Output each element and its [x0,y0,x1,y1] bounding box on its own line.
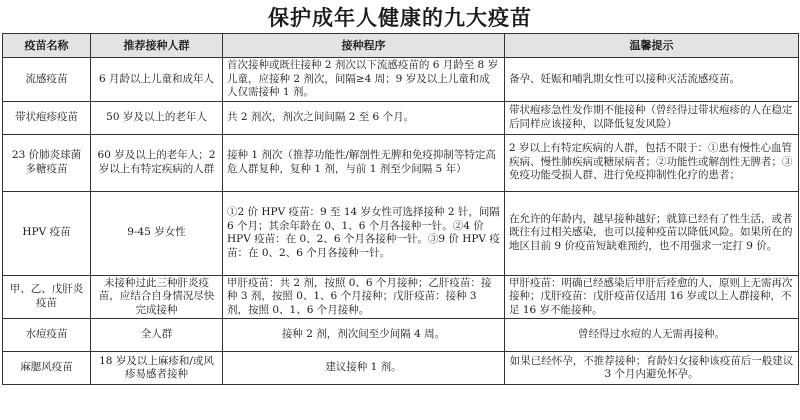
cell-recommended-group: 50 岁及以上的老年人 [91,101,223,134]
cell-tips: 如果已经怀孕，不推荐接种；育龄妇女接种该疫苗后一般建议 3 个月内避免怀孕。 [505,352,799,385]
table-row [3,58,799,102]
cell-vaccine-name: HPV 疫苗 [3,191,91,275]
page-title: 保护成年人健康的九大疫苗 [268,6,532,30]
cell-recommended-group: 未接种过此三种肝炎疫苗，应结合自身情况尽快完成接种 [91,275,223,319]
vaccine-table [2,33,799,385]
table-row [3,191,799,275]
cell-recommended-group: 60 岁及以上的老年人；2 岁以上有特定疾病的人群 [91,134,223,191]
cell-vaccine-name: 带状疱疹疫苗 [3,101,91,134]
cell-vaccine-name: 麻腮风疫苗 [3,352,91,385]
cell-schedule: ①2 价 HPV 疫苗：9 至 14 岁女性可选择接种 2 针，间隔 6 个月；其余年龄在 0、1、6 个月各接种一针。②4 价 HPV 疫苗：在 0、2、6 个月各接种一针。③9 价 HPV 疫苗：在 0、2、6 个月各接种一针。 [223,191,505,275]
cell-schedule: 接种 2 剂，剂次间至少间隔 4 周。 [223,319,505,352]
table-row [3,101,799,134]
table-row [3,275,799,319]
header-schedule: 接种程序 [223,34,505,58]
table-header-row [3,34,799,58]
table-row [3,134,799,191]
cell-tips: 曾经得过水痘的人无需再接种。 [505,319,799,352]
header-tips: 温馨提示 [505,34,799,58]
cell-recommended-group: 18 岁及以上麻疹和/或风疹易感者接种 [91,352,223,385]
cell-tips: 甲肝疫苗：明确已经感染后甲肝后痊愈的人，原则上无需再次接种；戊肝疫苗：戊肝疫苗仅适用 16 岁或以上人群接种，不足 16 岁不能接种。 [505,275,799,319]
cell-recommended-group: 9-45 岁女性 [91,191,223,275]
cell-tips: 带状疱疹急性发作期不能接种（曾经得过带状疱疹的人在稳定后同样应该接种，以降低复发风险） [505,101,799,134]
cell-recommended-group: 全人群 [91,319,223,352]
cell-vaccine-name: 流感疫苗 [3,58,91,102]
cell-schedule: 首次接种或既往接种 2 剂次以下流感疫苗的 6 月龄至 8 岁儿童，应接种 2 剂次，间隔≥4 周；9 岁及以上儿童和成人仅需接种 1 剂。 [223,58,505,102]
header-recommended-group: 推荐接种人群 [91,34,223,58]
header-vaccine-name: 疫苗名称 [3,34,91,58]
cell-schedule: 共 2 剂次，剂次之间间隔 2 至 6 个月。 [223,101,505,134]
table-row [3,352,799,385]
cell-tips: 备孕、妊娠和哺乳期女性可以接种灭活流感疫苗。 [505,58,799,102]
cell-schedule: 甲肝疫苗：共 2 剂，按照 0、6 个月接种；乙肝疫苗：接种 3 剂，按照 0、1、6 个月接种；戊肝疫苗：接种 3 剂，按照 0、1、6 个月接种。 [223,275,505,319]
cell-vaccine-name: 甲、乙、戊肝炎疫苗 [3,275,91,319]
cell-schedule: 接种 1 剂次（推荐功能性/解剖性无脾和免疫抑制等特定高危人群复种，复种 1 剂，与前 1 剂至少间隔 5 年） [223,134,505,191]
cell-vaccine-name: 水痘疫苗 [3,319,91,352]
cell-vaccine-name: 23 价肺炎球菌多糖疫苗 [3,134,91,191]
cell-recommended-group: 6 月龄以上儿童和成年人 [91,58,223,102]
cell-tips: 2 岁以上有特定疾病的人群，包括不限于：①患有慢性心血管疾病、慢性肺疾病或糖尿病者；②功能性或解剖性无脾者；③免疫功能受损人群、进行免疫抑制性化疗的患者； [505,134,799,191]
cell-tips: 在允许的年龄内，越早接种越好；就算已经有了性生活，或者既往有过相关感染，也可以接种疫苗以降低风险。如果所在的地区目前 9 价疫苗短缺难预约，也不用强求一定打 9 价。 [505,191,799,275]
table-row [3,319,799,352]
cell-schedule: 建议接种 1 剂。 [223,352,505,385]
